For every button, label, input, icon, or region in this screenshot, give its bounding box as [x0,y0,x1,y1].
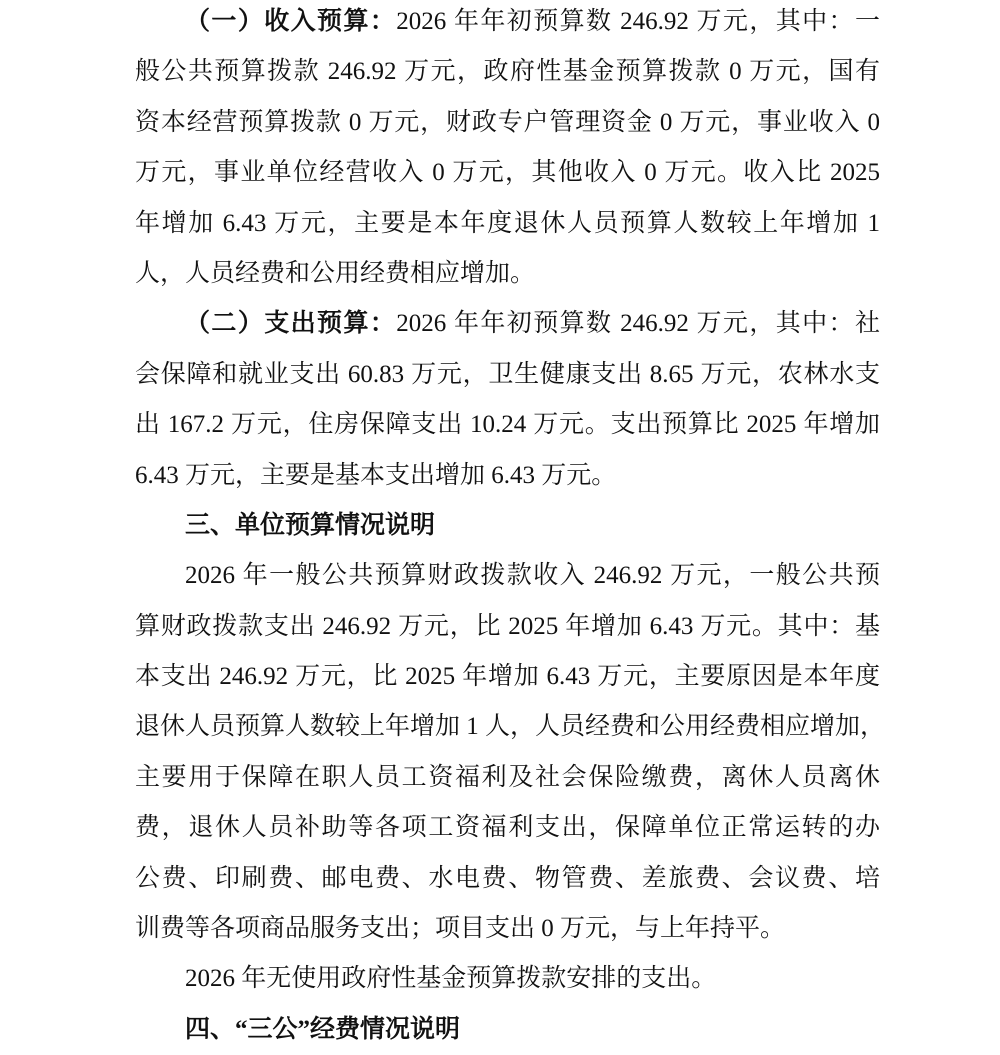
income-paragraph [135,0,880,299]
text-line: 出 167.2 万元，住房保障支出 10.24 万元。支出预算比 2025 年增加 [135,411,880,439]
expense-heading: （二）支出预算： [185,310,397,338]
line-text: 2026 年年初预算数 246.92 万元，其中：一 [396,8,880,35]
text-line: 2026 年一般公共预算财政拨款收入 246.92 万元，一般公共预 [185,562,880,590]
text-line: 会保障和就业支出 60.83 万元，卫生健康支出 8.65 万元，农林水支 [135,360,880,388]
text-line: 资本经营预算拨款 0 万元，财政专户管理资金 0 万元，事业收入 0 [135,108,880,136]
heading-text: 四、“三公”经费情况说明 [185,1015,461,1043]
text-line [135,299,880,349]
heading-text: 三、单位预算情况说明 [185,511,436,539]
text-line: 算财政拨款支出 246.92 万元，比 2025 年增加 6.43 万元。其中：基 [135,612,880,640]
text-line: 年增加 6.43 万元，主要是本年度退休人员预算人数较上年增加 1 [135,209,880,237]
text-line: 费，退休人员补助等各项工资福利支出，保障单位正常运转的办 [135,814,880,842]
text-line: 主要用于保障在职人员工资福利及社会保险缴费，离休人员离休 [135,763,880,791]
text-line: 万元，事业单位经营收入 0 万元，其他收入 0 万元。收入比 2025 [135,159,880,187]
text-line: 6.43 万元，主要是基本支出增加 6.43 万元。 [135,461,617,489]
text-line: 般公共预算拨款 246.92 万元，政府性基金预算拨款 0 万元，国有 [135,58,880,86]
line-text: 2026 年年初预算数 246.92 万元，其中：社 [396,310,880,338]
text-line: 人，人员经费和公用经费相应增加。 [135,259,536,287]
text-line [135,0,880,47]
text-line: 训费等各项商品服务支出；项目支出 0 万元，与上年持平。 [135,915,786,943]
fund-note-paragraph: 2026 年无使用政府性基金预算拨款安排的支出。 [185,965,717,993]
section-3-paragraph [135,551,886,954]
section-4-heading [135,1005,880,1055]
expense-paragraph [135,299,880,501]
text-line: 退休人员预算人数较上年增加 1 人，人员经费和公用经费相应增加， [135,713,886,741]
document-page [135,0,886,1055]
section-3-heading [135,501,880,551]
text-line: 公费、印刷费、邮电费、水电费、物管费、差旅费、会议费、培 [135,864,880,892]
income-heading: （一）收入预算： [185,8,397,35]
text-line: 本支出 246.92 万元，比 2025 年增加 6.43 万元，主要原因是本年度 [135,663,880,691]
